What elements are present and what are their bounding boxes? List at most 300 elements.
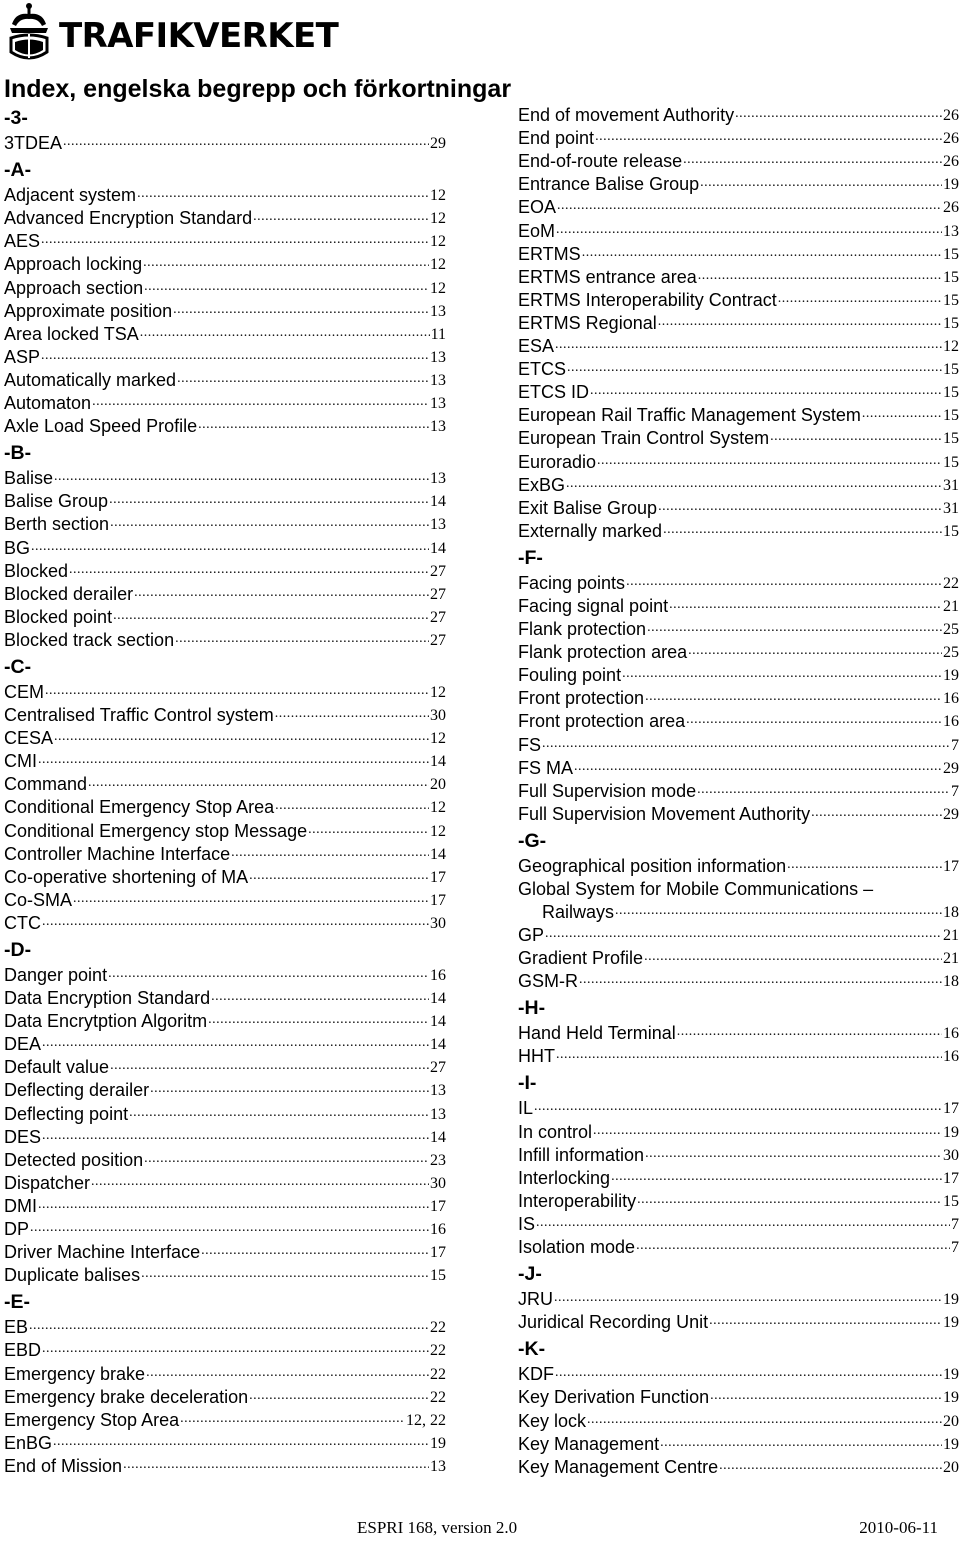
index-entry: [4, 1172, 446, 1195]
entry-term: ESA: [518, 336, 555, 357]
entry-term: ETCS ID: [518, 382, 590, 403]
entry-term: Key lock: [518, 1410, 587, 1431]
index-entry: [518, 358, 959, 381]
index-entry: [518, 780, 959, 803]
entry-term: Detected position: [4, 1149, 144, 1170]
dot-leader: [91, 1173, 429, 1191]
entry-term: Hand Held Terminal: [518, 1023, 676, 1044]
index-entry: [518, 710, 959, 733]
index-entry: [518, 1311, 959, 1334]
entry-page-number: 15: [943, 361, 959, 379]
entry-page-number: 31: [943, 476, 959, 494]
entry-term: Emergency brake deceleration: [4, 1386, 249, 1407]
index-entry: [4, 1126, 446, 1149]
index-entry: [4, 1195, 446, 1218]
index-entry: [4, 1056, 446, 1079]
index-entry: [518, 243, 959, 266]
index-entry: [4, 1102, 446, 1125]
dot-leader: [770, 428, 942, 446]
dot-leader: [811, 804, 942, 822]
entry-term: Emergency brake: [4, 1363, 146, 1384]
index-entry: [518, 127, 959, 150]
entry-term: Axle Load Speed Profile: [4, 416, 198, 437]
entry-page-number: 27: [430, 1059, 446, 1077]
entry-term: Entrance Balise Group: [518, 174, 700, 195]
dot-leader: [141, 1265, 429, 1283]
dot-leader: [555, 1364, 942, 1382]
index-entry: [4, 1386, 446, 1409]
index-entry: [4, 727, 446, 750]
entry-term: Blocked track section: [4, 629, 175, 650]
dot-leader: [42, 1340, 429, 1358]
entry-page-number: 14: [430, 990, 446, 1008]
dot-leader: [542, 735, 950, 753]
entry-page-number: 22: [430, 1342, 446, 1360]
entry-term: Danger point: [4, 965, 108, 985]
entry-page-number: 11: [430, 325, 446, 343]
dot-leader: [208, 1011, 429, 1029]
dot-leader: [862, 405, 942, 423]
index-entry: [4, 773, 446, 796]
entry-page-number: 13: [943, 222, 959, 240]
dot-leader: [41, 347, 429, 365]
dot-leader: [137, 185, 429, 203]
entry-term: Blocked point: [4, 606, 113, 627]
entry-term: Conditional Emergency Stop Area: [4, 797, 275, 818]
entry-term: IL: [518, 1098, 534, 1119]
index-entry: [518, 664, 959, 687]
index-section: [4, 652, 446, 935]
dot-leader: [29, 1317, 429, 1335]
dot-leader: [173, 301, 429, 319]
dot-leader: [677, 1023, 942, 1041]
index-entry: [518, 595, 959, 618]
dot-leader: [129, 1104, 429, 1122]
index-entry: [4, 132, 446, 155]
entry-page-number: 27: [430, 608, 446, 626]
dot-leader: [658, 313, 942, 331]
entry-page-number: 14: [430, 539, 446, 557]
entry-page-number: 19: [943, 1366, 959, 1384]
entry-term: FS MA: [518, 757, 574, 778]
entry-page-number: 20: [943, 1412, 959, 1430]
entry-page-number: 12: [430, 210, 446, 228]
index-entry: [518, 1363, 959, 1386]
dot-leader: [30, 1219, 429, 1237]
index-entry: [518, 196, 959, 219]
entry-term: ETCS: [518, 359, 567, 380]
entry-term: AES: [4, 231, 41, 252]
dot-leader: [150, 1080, 429, 1098]
entry-page-number: 12: [430, 256, 446, 274]
entry-term: EB: [4, 1317, 29, 1338]
entry-term: End point: [518, 128, 595, 149]
dot-leader: [41, 231, 429, 249]
index-entry: [518, 1167, 959, 1190]
dot-leader: [180, 1410, 405, 1428]
entry-term-continued: [518, 901, 959, 924]
index-entry: [518, 1190, 959, 1213]
entry-page-number: 26: [943, 199, 959, 217]
entry-term: ExBG: [518, 474, 566, 495]
entry-term: Area locked TSA: [4, 323, 139, 344]
entry-term: Data Encryption Standard: [4, 988, 211, 1009]
index-entry: [4, 912, 446, 935]
dot-leader: [113, 607, 429, 625]
index-entry: [518, 803, 959, 826]
index-entry: [518, 687, 959, 710]
index-section: [518, 993, 959, 1068]
entry-term: CEM: [4, 681, 44, 702]
entry-term: 3TDEA: [4, 133, 63, 154]
dot-leader: [201, 1242, 429, 1260]
footer-document-id: ESPRI 168, version 2.0: [357, 1518, 518, 1537]
entry-term: Key Management: [518, 1433, 660, 1454]
entry-term: Juridical Recording Unit: [518, 1312, 709, 1333]
page-footer: [0, 1518, 960, 1544]
dot-leader: [574, 758, 942, 776]
index-entry: [518, 173, 959, 196]
entry-term: GP: [518, 925, 545, 945]
index-entry: [518, 104, 959, 127]
entry-page-number: 16: [943, 1025, 959, 1043]
entry-term: Approach locking: [4, 254, 143, 275]
entry-page-number: 13: [430, 1105, 446, 1123]
dot-leader: [555, 336, 942, 354]
entry-page-number: 15: [943, 384, 959, 402]
entry-term: DEA: [4, 1034, 42, 1055]
section-heading: -H-: [518, 997, 546, 1020]
index-entry: [518, 450, 959, 473]
dot-leader: [658, 498, 942, 516]
crown-emblem-icon: [6, 2, 52, 60]
entry-page-number: 20: [943, 1458, 959, 1476]
index-entry: [518, 1097, 959, 1120]
index-entry: [4, 415, 446, 438]
index-entry: [518, 1236, 959, 1259]
index-entry: [4, 606, 446, 629]
entry-page-number: 25: [943, 644, 959, 662]
dot-leader: [42, 1034, 429, 1052]
index-section: [518, 1259, 959, 1334]
dot-leader: [554, 1289, 942, 1307]
index-section: [518, 104, 959, 543]
entry-page-number: 13: [430, 1457, 446, 1475]
entry-page-number: 26: [943, 107, 959, 125]
entry-page-number: 15: [943, 291, 959, 309]
dot-leader: [645, 688, 942, 706]
entry-term: DP: [4, 1219, 30, 1240]
entry-term: Deflecting point: [4, 1103, 129, 1124]
dot-leader: [663, 521, 942, 539]
dot-leader: [42, 1127, 429, 1145]
dot-leader: [198, 416, 429, 434]
entry-term: Interoperability: [518, 1190, 637, 1211]
dot-leader: [778, 290, 942, 308]
entry-term: European Train Control System: [518, 428, 770, 449]
section-heading: -B-: [4, 442, 32, 465]
dot-leader: [38, 751, 429, 769]
entry-page-number: 13: [430, 302, 446, 320]
index-entry: [4, 369, 446, 392]
entry-page-number: 15: [943, 245, 959, 263]
entry-page-number: 22: [430, 1388, 446, 1406]
entry-page-number: 7: [951, 736, 959, 754]
entry-term: Flank protection: [518, 619, 647, 640]
entry-term: ASP: [4, 346, 41, 367]
index-entry: [518, 757, 959, 780]
index-entry: [4, 1362, 446, 1385]
index-entry: [4, 1033, 446, 1056]
entry-page-number: 30: [430, 707, 446, 725]
dot-leader: [582, 244, 942, 262]
entry-page-number: 18: [943, 973, 959, 991]
index-section: [518, 1068, 959, 1259]
dot-leader: [637, 1191, 942, 1209]
entry-term: Global System for Mobile Communications –: [518, 878, 874, 899]
index-entry: [4, 1079, 446, 1102]
entry-page-number: 19: [943, 1291, 959, 1309]
entry-term: Front protection: [518, 688, 645, 709]
index-entry: [4, 513, 446, 536]
dot-leader: [660, 1434, 942, 1452]
entry-term: EnBG: [4, 1432, 53, 1453]
dot-leader: [275, 705, 429, 723]
index-entry: [4, 819, 446, 842]
index-section: [4, 155, 446, 438]
entry-page-number: 21: [943, 950, 959, 968]
entry-page-number: 19: [943, 1314, 959, 1332]
dot-leader: [622, 665, 942, 683]
entry-page-number: 22: [943, 574, 959, 592]
index-entry: [518, 947, 959, 970]
entry-page-number: 12, 22: [406, 1411, 446, 1429]
dot-leader: [253, 208, 429, 226]
index-entry: [4, 1432, 446, 1455]
index-entry: [4, 490, 446, 513]
entry-page-number: 19: [943, 1123, 959, 1141]
entry-page-number: 17: [943, 857, 959, 875]
entry-term: Gradient Profile: [518, 948, 644, 969]
dot-leader: [595, 128, 942, 146]
entry-page-number: 16: [943, 690, 959, 708]
entry-term: CESA: [4, 728, 54, 749]
dot-leader: [143, 254, 429, 272]
dot-leader: [593, 1122, 942, 1140]
entry-page-number: 13: [430, 418, 446, 436]
entry-term: Dispatcher: [4, 1172, 91, 1193]
entry-term: Default value: [4, 1057, 110, 1078]
entry-page-number: 26: [943, 130, 959, 148]
dot-leader: [88, 774, 429, 792]
entry-page-number: 16: [943, 713, 959, 731]
entry-page-number: 17: [943, 1100, 959, 1118]
entry-page-number: 27: [430, 631, 446, 649]
index-entry: [4, 560, 446, 583]
index-entry: [4, 987, 446, 1010]
index-entry: [518, 572, 959, 595]
entry-page-number: 26: [943, 153, 959, 171]
entry-page-number: 7: [951, 782, 959, 800]
dot-leader: [177, 370, 429, 388]
entry-term: Full Supervision Movement Authority: [518, 803, 811, 824]
entry-page-number: 7: [951, 1215, 959, 1233]
dot-leader: [63, 133, 429, 151]
section-heading: -G-: [518, 829, 547, 852]
entry-page-number: 21: [943, 927, 959, 944]
entry-page-number: 12: [430, 730, 446, 748]
entry-term: Automatically marked: [4, 369, 177, 390]
entry-term: Euroradio: [518, 451, 597, 472]
dot-leader: [109, 491, 429, 509]
index-entry: [518, 520, 959, 543]
dot-leader: [683, 151, 942, 169]
entry-term: EOA: [518, 197, 557, 218]
entry-term: End-of-route release: [518, 151, 683, 172]
index-section: [518, 543, 959, 826]
dot-leader: [700, 174, 942, 192]
dot-leader: [710, 1387, 942, 1405]
entry-page-number: 29: [943, 805, 959, 823]
index-section: [4, 103, 446, 155]
dot-leader: [647, 619, 942, 637]
dot-leader: [787, 856, 942, 874]
entry-page-number: 23: [430, 1151, 446, 1169]
page-title: Index, engelska begrepp och förkortningar: [4, 75, 512, 103]
entry-term: ERTMS entrance area: [518, 266, 697, 287]
entry-page-number: 12: [430, 822, 446, 840]
entry-term: In control: [518, 1121, 593, 1142]
index-entry: [4, 323, 446, 346]
index-section: [4, 1287, 446, 1478]
dot-leader: [231, 844, 429, 862]
entry-term: KDF: [518, 1364, 554, 1385]
index-entry: [518, 970, 959, 993]
dot-leader: [579, 971, 942, 989]
index-entry: [518, 1386, 959, 1409]
entry-term: CTC: [4, 912, 41, 933]
entry-term: Berth section: [4, 514, 110, 535]
entry-page-number: 12: [430, 279, 446, 297]
dot-leader: [144, 278, 429, 296]
dot-leader: [249, 867, 429, 885]
index-entry: [4, 843, 446, 866]
entry-page-number: 15: [943, 407, 959, 425]
index-entry: [518, 497, 959, 520]
entry-term: ERTMS: [518, 243, 581, 264]
index-entry: [518, 1022, 959, 1045]
index-entry: [518, 1456, 959, 1479]
entry-page-number: 31: [943, 499, 959, 517]
dot-leader: [144, 1150, 429, 1168]
index-entry: [4, 300, 446, 323]
entry-page-number: 13: [430, 348, 446, 366]
dot-leader: [534, 1098, 942, 1116]
index-entry: [518, 1433, 959, 1456]
entry-term: JRU: [518, 1289, 553, 1310]
dot-leader: [611, 1168, 942, 1186]
index-entry: [4, 1264, 446, 1287]
index-entry: [4, 796, 446, 819]
dot-leader: [275, 797, 429, 815]
entry-term: Facing signal point: [518, 595, 669, 616]
dot-leader: [45, 682, 429, 700]
dot-leader: [636, 1237, 950, 1255]
dot-leader: [175, 630, 429, 648]
entry-term: Balise Group: [4, 491, 109, 512]
index-entry: [518, 150, 959, 173]
entry-term: Command: [4, 774, 88, 795]
entry-page-number: 27: [430, 585, 446, 603]
entry-page-number: 19: [943, 176, 959, 194]
dot-leader: [645, 1145, 942, 1163]
entry-page-number: 17: [430, 891, 446, 909]
index-entry: [518, 1144, 959, 1167]
dot-leader: [597, 452, 942, 470]
entry-page-number: 15: [943, 1192, 959, 1210]
entry-term: Key Derivation Function: [518, 1387, 710, 1408]
entry-page-number: 13: [430, 1082, 446, 1100]
entry-page-number: 12: [430, 233, 446, 251]
entry-page-number: 13: [430, 516, 446, 534]
entry-term: End of movement Authority: [518, 105, 735, 126]
entry-page-number: 14: [430, 493, 446, 511]
entry-page-number: 12: [430, 799, 446, 817]
entry-term: Infill information: [518, 1144, 645, 1165]
dot-leader: [556, 1046, 942, 1064]
section-heading: -3-: [4, 107, 28, 129]
index-entry: [518, 219, 959, 242]
entry-page-number: 27: [430, 562, 446, 580]
entry-page-number: 17: [430, 1244, 446, 1262]
entry-page-number: 29: [430, 135, 446, 153]
entry-page-number: 12: [430, 187, 446, 205]
entry-page-number: 13: [430, 371, 446, 389]
entry-term: HHT: [518, 1046, 555, 1067]
entry-term: Key Management Centre: [518, 1456, 719, 1477]
entry-page-number: 19: [430, 1434, 446, 1452]
dot-leader: [536, 1214, 950, 1232]
index-entry: [4, 1241, 446, 1264]
index-entry: [518, 289, 959, 312]
entry-term: BG: [4, 537, 31, 558]
index-entry: [518, 404, 959, 427]
entry-term: ERTMS Interoperability Contract: [518, 289, 777, 310]
dot-leader: [123, 1456, 429, 1474]
dot-leader: [140, 324, 430, 342]
entry-term: Approach section: [4, 277, 144, 298]
entry-page-number: 15: [943, 453, 959, 471]
index-entry: [4, 276, 446, 299]
dot-leader: [587, 1411, 942, 1429]
dot-leader: [590, 382, 942, 400]
entry-page-number: 16: [943, 1048, 959, 1066]
entry-page-number: 20: [430, 776, 446, 794]
index-entry: [4, 1316, 446, 1339]
entry-term: FS: [518, 734, 542, 755]
index-entry: [518, 474, 959, 497]
dot-leader: [73, 890, 429, 908]
entry-page-number: 15: [943, 522, 959, 540]
entry-page-number: 19: [943, 1435, 959, 1453]
index-entry: [518, 924, 959, 947]
index-entry: [518, 878, 959, 924]
entry-term: Co-SMA: [4, 889, 73, 910]
index-column-left: [4, 103, 446, 1478]
dot-leader: [146, 1364, 429, 1382]
entry-page-number: 22: [430, 1319, 446, 1337]
dot-leader: [644, 948, 942, 966]
